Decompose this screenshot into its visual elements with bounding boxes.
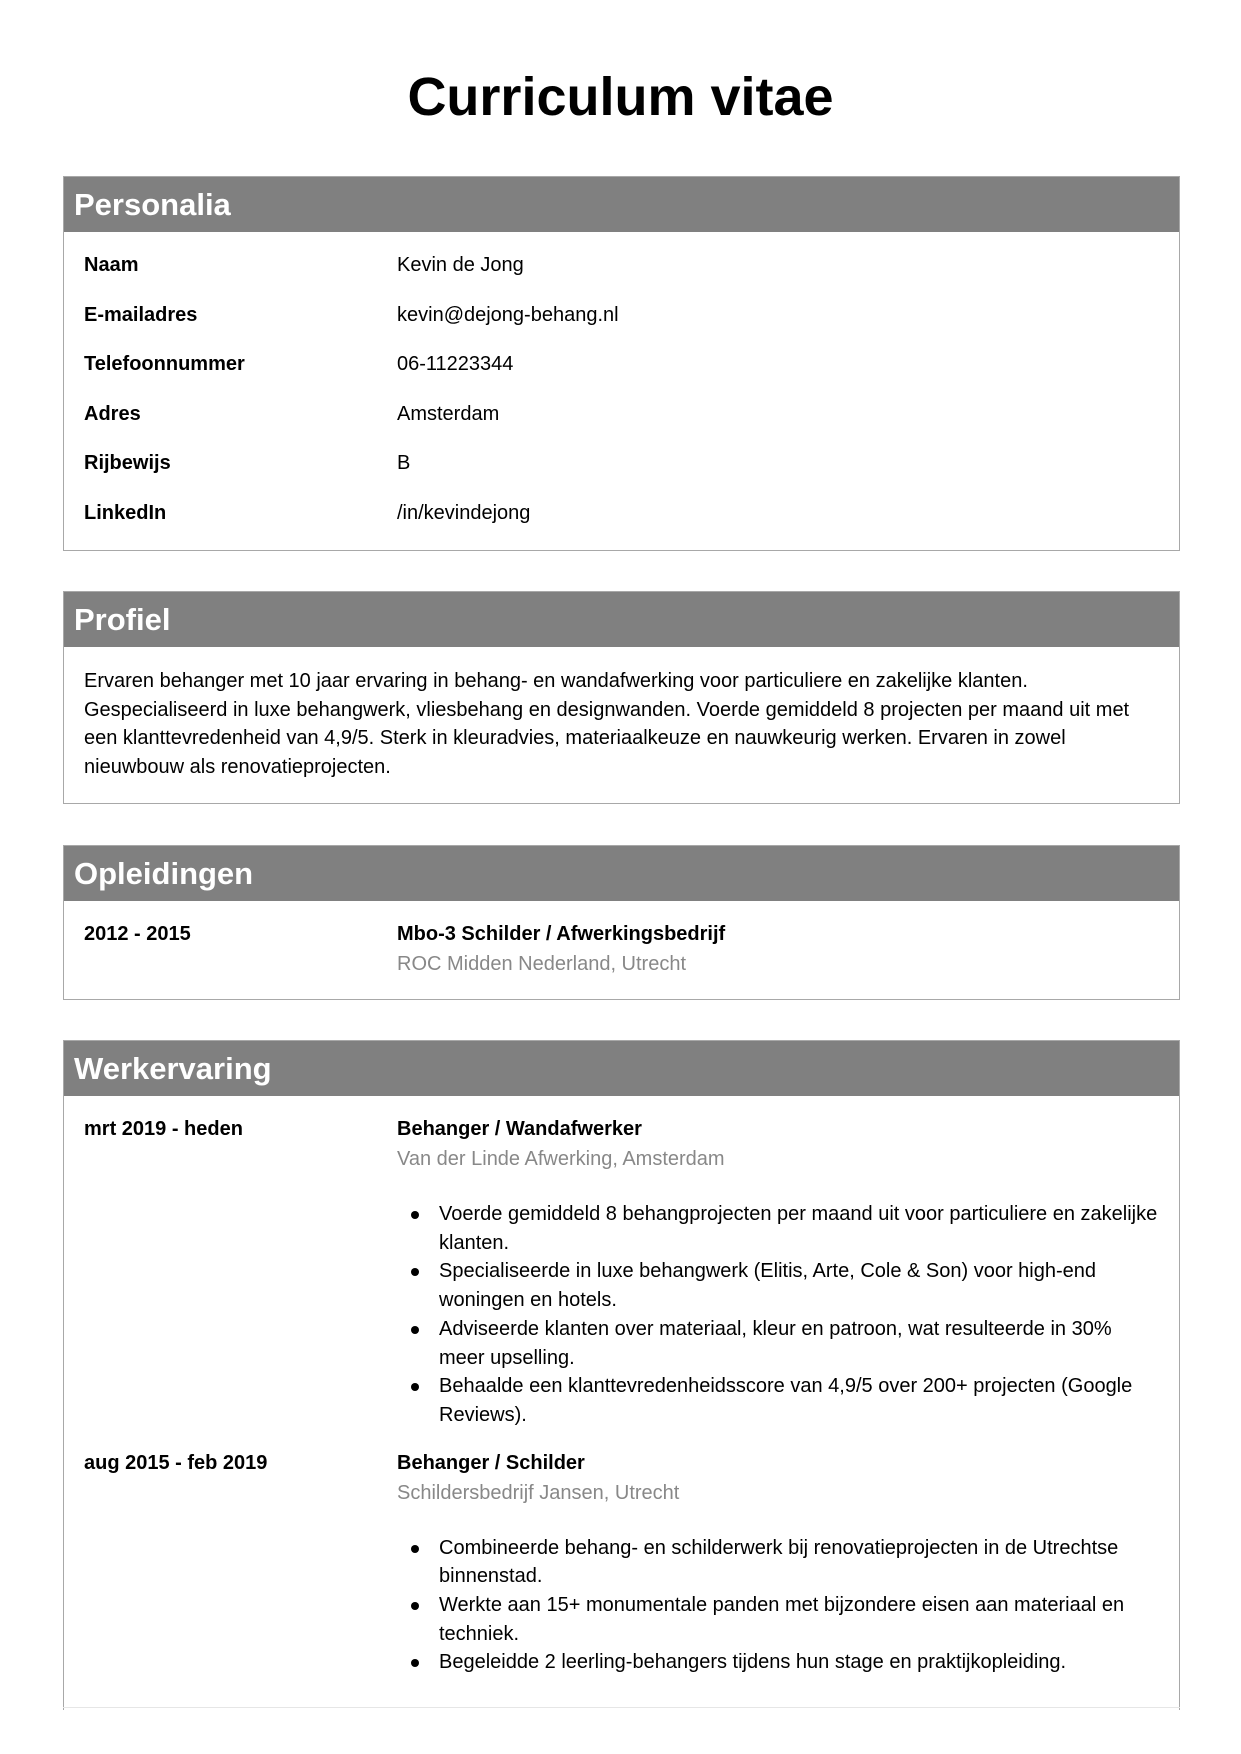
list-item: Werkte aan 15+ monumentale panden met bijzondere eisen aan materiaal en techniek. <box>439 1591 1159 1648</box>
bullet-icon <box>411 1602 419 1610</box>
profiel-section <box>63 591 1180 804</box>
page-bottom-divider <box>63 1707 1180 1708</box>
field-value: Amsterdam <box>397 402 500 425</box>
bullet-icon <box>411 1326 419 1334</box>
opleidingen-section <box>63 845 1180 1000</box>
job-title: Behanger / Schilder <box>397 1451 585 1474</box>
list-item: Specialiseerde in luxe behangwerk (Elitis, Arte, Cole & Son) voor high-end woningen en hotels. <box>439 1257 1159 1314</box>
bullet-icon <box>411 1211 419 1219</box>
field-value: /in/kevindejong <box>397 501 531 524</box>
list-item: Combineerde behang- en schilderwerk bij renovatieprojecten in de Utrechtse binnenstad. <box>439 1534 1159 1591</box>
personal-row-phone <box>84 349 1159 399</box>
job-entry <box>84 1448 1159 1678</box>
job-employer: Schildersbedrijf Jansen, Utrecht <box>397 1481 680 1504</box>
education-title: Mbo-3 Schilder / Afwerkingsbedrijf <box>397 923 726 945</box>
profile-text: Ervaren behanger met 10 jaar ervaring in behang- en wandafwerking voor particuliere en zakelijke klanten. Gespecialiseerd in luxe behangwerk, vliesbehang en designwanden. Voerde gemiddeld 8 projecten per maand uit met een klanttevredenheid van 4,9/5. Sterk in kleuradvies, materiaalkeuze en nauwkeurig werken. Ervaren in zowel nieuwbouw als renovatieprojecten. <box>84 670 1130 779</box>
list-item: Behaalde een klanttevredenheidsscore van 4,9/5 over 200+ projecten (Google Reviews). <box>439 1372 1159 1429</box>
bullet-icon <box>411 1545 419 1553</box>
personal-row-license <box>84 448 1159 498</box>
personal-row-email <box>84 300 1159 350</box>
opleidingen-heading: Opleidingen <box>64 846 1179 901</box>
field-label: Telefoonnummer <box>84 353 245 375</box>
field-value: Kevin de Jong <box>397 254 524 276</box>
werkervaring-heading: Werkervaring <box>64 1041 1179 1096</box>
page-title: Curriculum vitae <box>407 67 834 127</box>
bullet-icon <box>411 1659 419 1667</box>
personal-row-linkedin <box>84 498 1159 548</box>
personalia-heading: Personalia <box>64 177 1179 232</box>
job-entry <box>84 1114 1159 1430</box>
field-value: kevin@dejong-behang.nl <box>397 303 619 326</box>
field-label: Adres <box>84 402 141 425</box>
personalia-section <box>63 176 1180 551</box>
job-employer: Van der Linde Afwerking, Amsterdam <box>397 1148 725 1170</box>
field-value: 06-11223344 <box>397 353 514 375</box>
job-achievements <box>397 1200 1159 1430</box>
personal-row-address <box>84 399 1159 449</box>
bullet-icon <box>411 1383 419 1391</box>
personal-row-name <box>84 250 1159 300</box>
profiel-heading: Profiel <box>64 592 1179 647</box>
field-label: LinkedIn <box>84 501 167 524</box>
field-label: Naam <box>84 254 139 276</box>
job-period: aug 2015 - feb 2019 <box>84 1451 268 1474</box>
field-label: Rijbewijs <box>84 452 171 474</box>
education-institution: ROC Midden Nederland, Utrecht <box>397 953 687 975</box>
job-period: mrt 2019 - heden <box>84 1118 243 1140</box>
list-item: Begeleidde 2 leerling-behangers tijdens hun stage en praktijkopleiding. <box>439 1648 1159 1677</box>
werkervaring-section <box>63 1040 1180 1710</box>
job-title: Behanger / Wandafwerker <box>397 1118 642 1140</box>
education-period: 2012 - 2015 <box>84 923 191 945</box>
bullet-icon <box>411 1268 419 1276</box>
field-label: E-mailadres <box>84 303 198 326</box>
list-item: Adviseerde klanten over materiaal, kleur en patroon, wat resulteerde in 30% meer upselling. <box>439 1315 1159 1372</box>
list-item: Voerde gemiddeld 8 behangprojecten per maand uit voor particuliere en zakelijke klanten. <box>439 1200 1159 1257</box>
field-value: B <box>397 452 411 474</box>
job-achievements <box>397 1534 1159 1678</box>
personalia-list <box>64 232 1179 547</box>
education-entry <box>84 919 1159 979</box>
